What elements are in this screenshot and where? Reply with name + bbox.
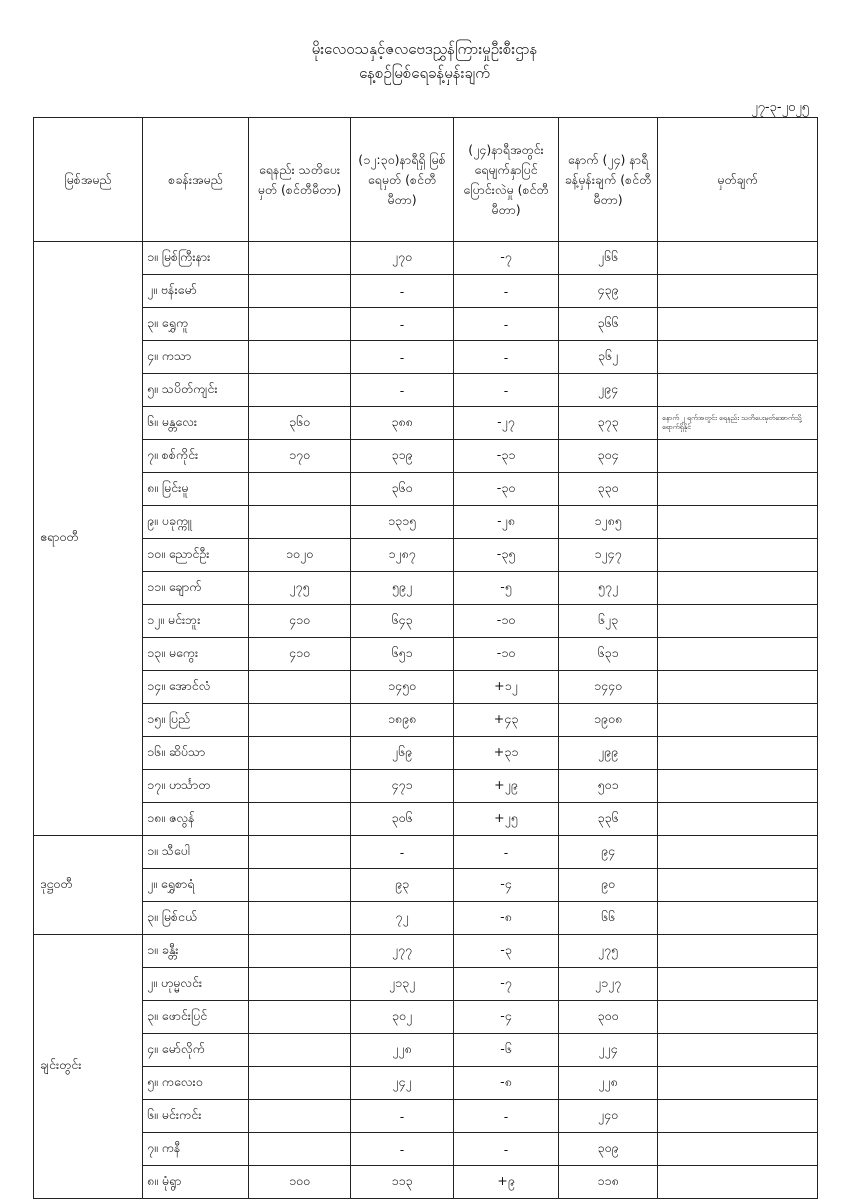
station-name: ၁၈။ ဇလွန်: [143, 803, 249, 836]
water-level-value: ၁၁၃: [351, 1166, 454, 1199]
station-name: ၉။ ပခုက္ကူ: [143, 506, 249, 539]
table-row: [34, 1166, 818, 1199]
remark-text: [658, 1100, 818, 1133]
low-warning-value: [249, 1100, 351, 1133]
station-name: ၁၅။ ပြည်: [143, 704, 249, 737]
level-change-value: -၄: [454, 1001, 559, 1034]
table-row: [34, 242, 818, 275]
forecast-value: ၅၇၂: [559, 572, 658, 605]
header-water-level: (၁၂:၃၀)နာရီရှိ မြစ်ရေမှတ် (စင်တီမီတာ): [351, 118, 454, 242]
remark-text: [658, 869, 818, 902]
forecast-value: ၁၂၄၇: [559, 539, 658, 572]
remark-text: [658, 506, 818, 539]
remark-text: [658, 440, 818, 473]
level-change-value: +၉: [454, 1166, 559, 1199]
table-row: [34, 407, 818, 440]
remark-text: [658, 737, 818, 770]
forecast-value: ၃၃၆: [559, 803, 658, 836]
remark-text: [658, 704, 818, 737]
water-level-value: ၇၂: [351, 902, 454, 935]
forecast-value: ၄၃၉: [559, 275, 658, 308]
table-row: [34, 1001, 818, 1034]
table-row: [34, 275, 818, 308]
forecast-value: ၁၁၈: [559, 1166, 658, 1199]
forecast-value: ၁၉၀၈: [559, 704, 658, 737]
station-name: ၅။ ကလေးဝ: [143, 1067, 249, 1100]
header-station: စခန်းအမည်: [143, 118, 249, 242]
level-change-value: +၃၁: [454, 737, 559, 770]
level-change-value: -၆: [454, 1034, 559, 1067]
station-name: ၁၄။ အောင်လံ: [143, 671, 249, 704]
forecast-value: ၅၀၁: [559, 770, 658, 803]
station-name: ၁၆။ ဆိပ်သာ: [143, 737, 249, 770]
low-warning-value: ၄၁၀: [249, 638, 351, 671]
forecast-value: ၂၆၆: [559, 242, 658, 275]
low-warning-value: [249, 242, 351, 275]
water-level-value: ၁၄၅၀: [351, 671, 454, 704]
low-warning-value: [249, 869, 351, 902]
low-warning-value: [249, 968, 351, 1001]
station-name: ၁၇။ ဟင်္သာတ: [143, 770, 249, 803]
forecast-value: ၃၇၃: [559, 407, 658, 440]
forecast-value: ၃၃၀: [559, 473, 658, 506]
remark-text: [658, 1133, 818, 1166]
low-warning-value: [249, 737, 351, 770]
report-subtitle: နေ့စဉ်မြစ်ရေခန့်မှန်းချက်: [359, 64, 490, 82]
forecast-value: ၉၄: [559, 836, 658, 869]
low-warning-value: [249, 671, 351, 704]
level-change-value: -၇: [454, 242, 559, 275]
water-level-value: ၂၁၃၂: [351, 968, 454, 1001]
level-change-value: +၂၅: [454, 803, 559, 836]
level-change-value: -၈: [454, 1067, 559, 1100]
table-row: [34, 902, 818, 935]
remark-text: [658, 308, 818, 341]
water-level-value: -: [351, 1133, 454, 1166]
table-row: [34, 506, 818, 539]
water-level-value: ၃၆၀: [351, 473, 454, 506]
water-level-value: ၄၇၁: [351, 770, 454, 803]
forecast-value: ၃၀၉: [559, 1133, 658, 1166]
remark-text: [658, 539, 818, 572]
water-level-value: ၂၇၇: [351, 935, 454, 968]
low-warning-value: [249, 506, 351, 539]
table-row: [34, 308, 818, 341]
remark-text: [658, 275, 818, 308]
level-change-value: -၅: [454, 572, 559, 605]
remark-text: [658, 341, 818, 374]
header-change: (၂၄)နာရီအတွင်း ရေမျက်နှာပြင် ပြောင်းလဲမှု (စင်တီမီတာ): [454, 118, 559, 242]
water-level-value: -: [351, 341, 454, 374]
level-change-value: -၂၇: [454, 407, 559, 440]
level-change-value: -: [454, 341, 559, 374]
water-level-value: -: [351, 374, 454, 407]
header-row: [34, 118, 818, 242]
water-level-value: ၃၈၈: [351, 407, 454, 440]
remark-text: [658, 242, 818, 275]
table-row: [34, 770, 818, 803]
low-warning-value: [249, 1001, 351, 1034]
table-row: [34, 1034, 818, 1067]
water-level-value: ၂၄၂: [351, 1067, 454, 1100]
forecast-value: ၂၇၅: [559, 935, 658, 968]
table-row: [34, 869, 818, 902]
water-level-value: ၁၃၁၅: [351, 506, 454, 539]
level-change-value: -၂၈: [454, 506, 559, 539]
level-change-value: -၃၀: [454, 473, 559, 506]
water-level-value: ၃၁၉: [351, 440, 454, 473]
water-level-value: ၉၃: [351, 869, 454, 902]
low-warning-value: [249, 902, 351, 935]
table-row: [34, 737, 818, 770]
forecast-value: ၆၂၃: [559, 605, 658, 638]
water-level-value: ၅၉၂: [351, 572, 454, 605]
remark-text: [658, 836, 818, 869]
low-warning-value: ၁၇၀: [249, 440, 351, 473]
remark-text: [658, 572, 818, 605]
low-warning-value: ၁၀၀: [249, 1166, 351, 1199]
table-row: [34, 572, 818, 605]
forecast-value: ၂၉၄: [559, 374, 658, 407]
low-warning-value: [249, 836, 351, 869]
station-name: ၈။ မြင်းမူ: [143, 473, 249, 506]
station-name: ၄။ ကသာ: [143, 341, 249, 374]
forecast-value: ၆၆: [559, 902, 658, 935]
remark-text: [658, 671, 818, 704]
forecast-value: ၂၂၄: [559, 1034, 658, 1067]
low-warning-value: [249, 1034, 351, 1067]
low-warning-value: [249, 473, 351, 506]
low-warning-value: ၂၇၅: [249, 572, 351, 605]
station-name: ၆။ မန္တလေး: [143, 407, 249, 440]
table-row: [34, 836, 818, 869]
river-forecast-table: [33, 117, 818, 1199]
river-name: ဧရာဝတီ: [34, 242, 143, 836]
water-level-value: ၁၈၉၈: [351, 704, 454, 737]
low-warning-value: [249, 275, 351, 308]
level-change-value: -: [454, 1133, 559, 1166]
water-level-value: -: [351, 275, 454, 308]
table-row: [34, 935, 818, 968]
station-name: ၁၀။ ညောင်ဦး: [143, 539, 249, 572]
station-name: ၈။ မုံရွာ: [143, 1166, 249, 1199]
header-remark: မှတ်ချက်: [658, 118, 818, 242]
table-row: [34, 968, 818, 1001]
forecast-value: ၂၉၉: [559, 737, 658, 770]
header-forecast: နောက် (၂၄) နာရီ ခန့်မှန်းချက် (စင်တီမီတာ): [559, 118, 658, 242]
forecast-value: ၉၀: [559, 869, 658, 902]
station-name: ၃။ ဖောင်းပြင်: [143, 1001, 249, 1034]
water-level-value: ၂၇၀: [351, 242, 454, 275]
remark-text: [658, 605, 818, 638]
header-river: မြစ်အမည်: [34, 118, 143, 242]
table-row: [34, 803, 818, 836]
river-name: ဒုဋ္ဌဝတီ: [34, 836, 143, 935]
water-level-value: ၂၂၈: [351, 1034, 454, 1067]
remark-text: [658, 935, 818, 968]
forecast-value: ၁၂၈၅: [559, 506, 658, 539]
remark-text: [658, 803, 818, 836]
table-row: [34, 1133, 818, 1166]
remark-text: [658, 1034, 818, 1067]
water-level-value: ၃၀၂: [351, 1001, 454, 1034]
water-level-value: ၁၂၈၇: [351, 539, 454, 572]
table-row: [34, 341, 818, 374]
table-row: [34, 440, 818, 473]
level-change-value: +၄၃: [454, 704, 559, 737]
table-row: [34, 638, 818, 671]
low-warning-value: [249, 374, 351, 407]
forecast-value: ၆၃၁: [559, 638, 658, 671]
level-change-value: -၇: [454, 968, 559, 1001]
water-level-value: -: [351, 1100, 454, 1133]
station-name: ၁။ သီပေါ: [143, 836, 249, 869]
low-warning-value: [249, 1067, 351, 1100]
low-warning-value: ၃၆၀: [249, 407, 351, 440]
water-level-value: ၃၀၆: [351, 803, 454, 836]
table-row: [34, 1067, 818, 1100]
station-name: ၁၃။ မကွေး: [143, 638, 249, 671]
station-name: ၆။ မင်းကင်း: [143, 1100, 249, 1133]
low-warning-value: [249, 341, 351, 374]
station-name: ၃။ မြစ်ငယ်: [143, 902, 249, 935]
river-name: ချင်းတွင်း: [34, 935, 143, 1199]
level-change-value: -၄: [454, 869, 559, 902]
remark-text: [658, 638, 818, 671]
level-change-value: +၂၉: [454, 770, 559, 803]
remark-text: [658, 374, 818, 407]
remark-text: [658, 1001, 818, 1034]
water-level-value: -: [351, 308, 454, 341]
level-change-value: -၁၀: [454, 605, 559, 638]
remark-text: [658, 968, 818, 1001]
remark-text: [658, 770, 818, 803]
level-change-value: -၃၅: [454, 539, 559, 572]
station-name: ၁။ ခန္တီး: [143, 935, 249, 968]
table-row: [34, 1100, 818, 1133]
low-warning-value: [249, 770, 351, 803]
table-row: [34, 473, 818, 506]
station-name: ၇။ ကနီ: [143, 1133, 249, 1166]
table-row: [34, 704, 818, 737]
table-row: [34, 605, 818, 638]
low-warning-value: [249, 1133, 351, 1166]
table-body: [34, 242, 818, 1199]
station-name: ၇။ စစ်ကိုင်း: [143, 440, 249, 473]
forecast-value: ၂၁၂၇: [559, 968, 658, 1001]
level-change-value: -: [454, 308, 559, 341]
low-warning-value: [249, 308, 351, 341]
low-warning-value: [249, 704, 351, 737]
forecast-value: ၃၀၀: [559, 1001, 658, 1034]
table-row: [34, 539, 818, 572]
station-name: ၃။ ရွှေကူ: [143, 308, 249, 341]
level-change-value: -၃၁: [454, 440, 559, 473]
remark-text: [658, 473, 818, 506]
low-warning-value: ၄၁၀: [249, 605, 351, 638]
level-change-value: -: [454, 275, 559, 308]
report-title: မိုးလေဝသနှင့်ဇလဗေဒညွှန်ကြားမှုဦးစီးဌာန: [311, 40, 538, 58]
forecast-value: ၃၀၄: [559, 440, 658, 473]
header-low-warning: ရေနည်း သတိပေးမှတ် (စင်တီမီတာ): [249, 118, 351, 242]
station-name: ၁၁။ ချောက်: [143, 572, 249, 605]
low-warning-value: ၁၀၂၀: [249, 539, 351, 572]
report-date: ၂၇-၃-၂၀၂၅: [751, 100, 809, 115]
station-name: ၄။ မော်လိုက်: [143, 1034, 249, 1067]
level-change-value: -၈: [454, 902, 559, 935]
level-change-value: -: [454, 374, 559, 407]
low-warning-value: [249, 803, 351, 836]
remark-text: [658, 1166, 818, 1199]
forecast-value: ၃၆၆: [559, 308, 658, 341]
level-change-value: -: [454, 1100, 559, 1133]
remark-text: [658, 902, 818, 935]
station-name: ၁။ မြစ်ကြီးနား: [143, 242, 249, 275]
station-name: ၁၂။ မင်းဘူး: [143, 605, 249, 638]
remark-text: နောက် ၂ ရက်အတွင်း ရေနည်း သတိပေးမှတ်အောက်သို့ ရောက်ရှိနိုင်: [658, 407, 818, 440]
station-name: ၂။ ဟုမ္မလင်း: [143, 968, 249, 1001]
water-level-value: -: [351, 836, 454, 869]
station-name: ၅။ သပိတ်ကျင်း: [143, 374, 249, 407]
forecast-value: ၂၂၈: [559, 1067, 658, 1100]
level-change-value: +၁၂: [454, 671, 559, 704]
water-level-value: ၆၅၁: [351, 638, 454, 671]
remark-text: [658, 1067, 818, 1100]
water-level-value: ၆၄၃: [351, 605, 454, 638]
level-change-value: -၃: [454, 935, 559, 968]
level-change-value: -၁၀: [454, 638, 559, 671]
station-name: ၂။ ဗန်းမော်: [143, 275, 249, 308]
level-change-value: -: [454, 836, 559, 869]
water-level-value: ၂၆၉: [351, 737, 454, 770]
forecast-value: ၁၄၄၀: [559, 671, 658, 704]
forecast-value: ၃၆၂: [559, 341, 658, 374]
forecast-value: ၂၄၀: [559, 1100, 658, 1133]
low-warning-value: [249, 935, 351, 968]
table-row: [34, 671, 818, 704]
table-row: [34, 374, 818, 407]
station-name: ၂။ ရွှေစာရံ: [143, 869, 249, 902]
